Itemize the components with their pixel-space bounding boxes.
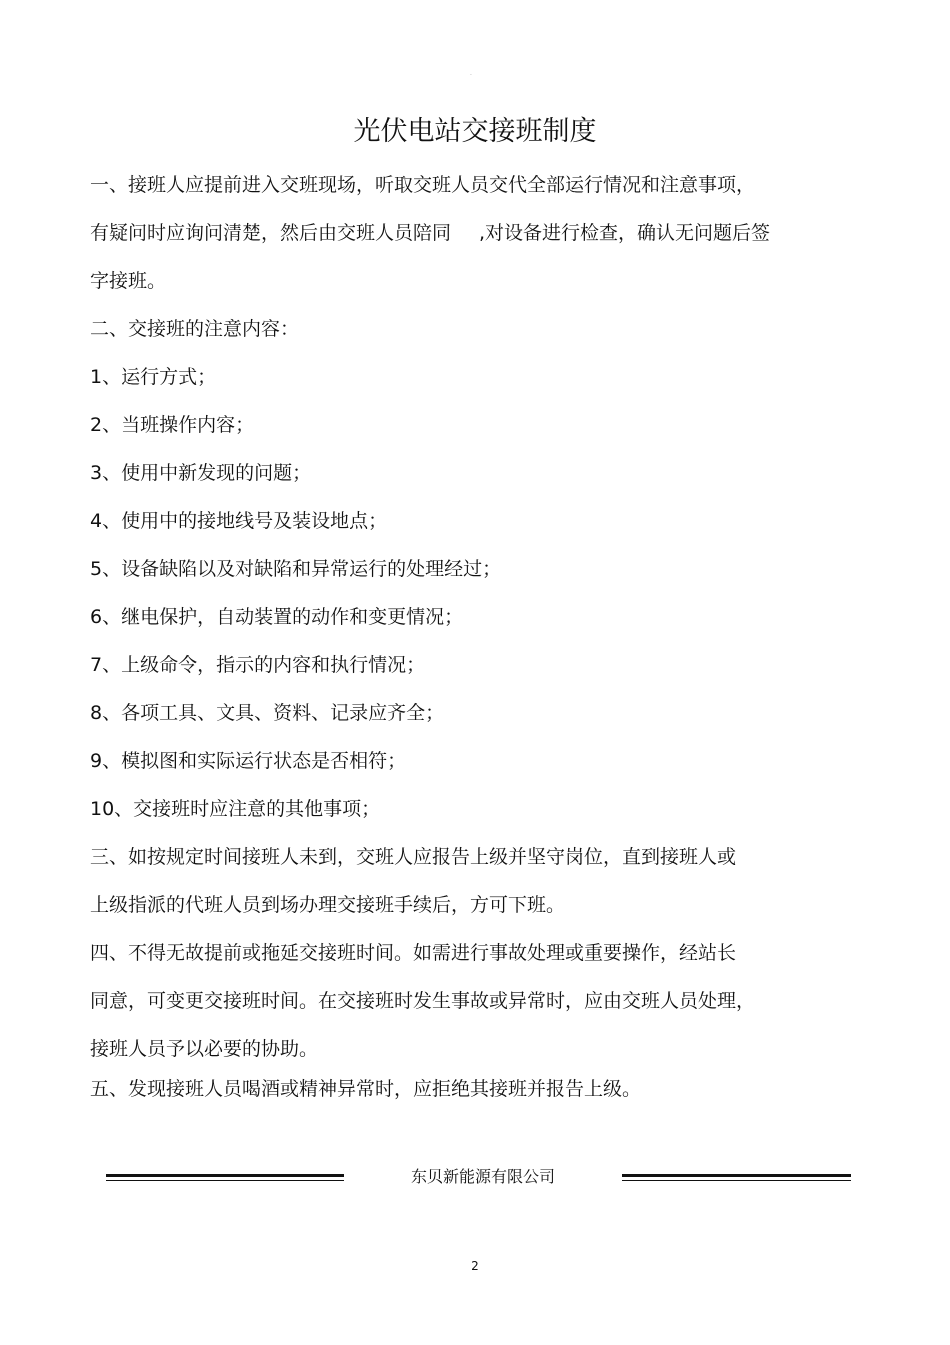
paragraph-1-line-2-part-a: 有疑问时应询问清楚，然后由交班人员陪同 [90,222,452,244]
list-item: 1、运行方式； [90,366,217,388]
footer-rule-right [622,1174,851,1181]
list-item: 10、交接班时应注意的其他事项； [90,798,381,820]
page-title: 光伏电站交接班制度 [353,116,597,147]
list-item: 6、继电保护，自动装置的动作和变更情况； [90,606,464,628]
header-mark: · [470,72,472,79]
list-item: 4、使用中的接地线号及装设地点； [90,510,388,532]
company-name: 东贝新能源有限公司 [410,1167,555,1186]
paragraph-1-line-1: 一、接班人应提前进入交班现场，听取交班人员交代全部运行情况和注意事项， [90,174,756,196]
list-item: 2、当班操作内容； [90,414,255,436]
paragraph-1-line-3: 字接班。 [90,270,167,292]
footer-rule-left [106,1174,344,1181]
list-item: 8、各项工具、文具、资料、记录应齐全； [90,702,445,724]
page-number: 2 [471,1259,479,1273]
section-2-heading: 二、交接班的注意内容： [90,318,300,340]
list-item: 3、使用中新发现的问题； [90,462,312,484]
paragraph-4-line-1: 四、不得无故提前或拖延交接班时间。如需进行事故处理或重要操作，经站长 [90,942,737,964]
paragraph-1-line-2 [90,218,880,248]
paragraph-3-line-2: 上级指派的代班人员到场办理交接班手续后，方可下班。 [90,894,566,916]
paragraph-5-line-1: 五、发现接班人员喝酒或精神异常时，应拒绝其接班并报告上级。 [90,1078,642,1100]
paragraph-4-line-2: 同意，可变更交接班时间。在交接班时发生事故或异常时，应由交班人员处理， [90,990,756,1012]
paragraph-3-line-1: 三、如按规定时间接班人未到，交班人应报告上级并坚守岗位，直到接班人或 [90,846,737,868]
paragraph-4-line-3: 接班人员予以必要的协助。 [90,1038,319,1060]
paragraph-1-line-2-part-b: ,对设备进行检查，确认无问题后签 [479,222,771,244]
list-item: 5、设备缺陷以及对缺陷和异常运行的处理经过； [90,558,502,580]
list-item: 7、上级命令，指示的内容和执行情况； [90,654,426,676]
list-item: 9、模拟图和实际运行状态是否相符； [90,750,407,772]
